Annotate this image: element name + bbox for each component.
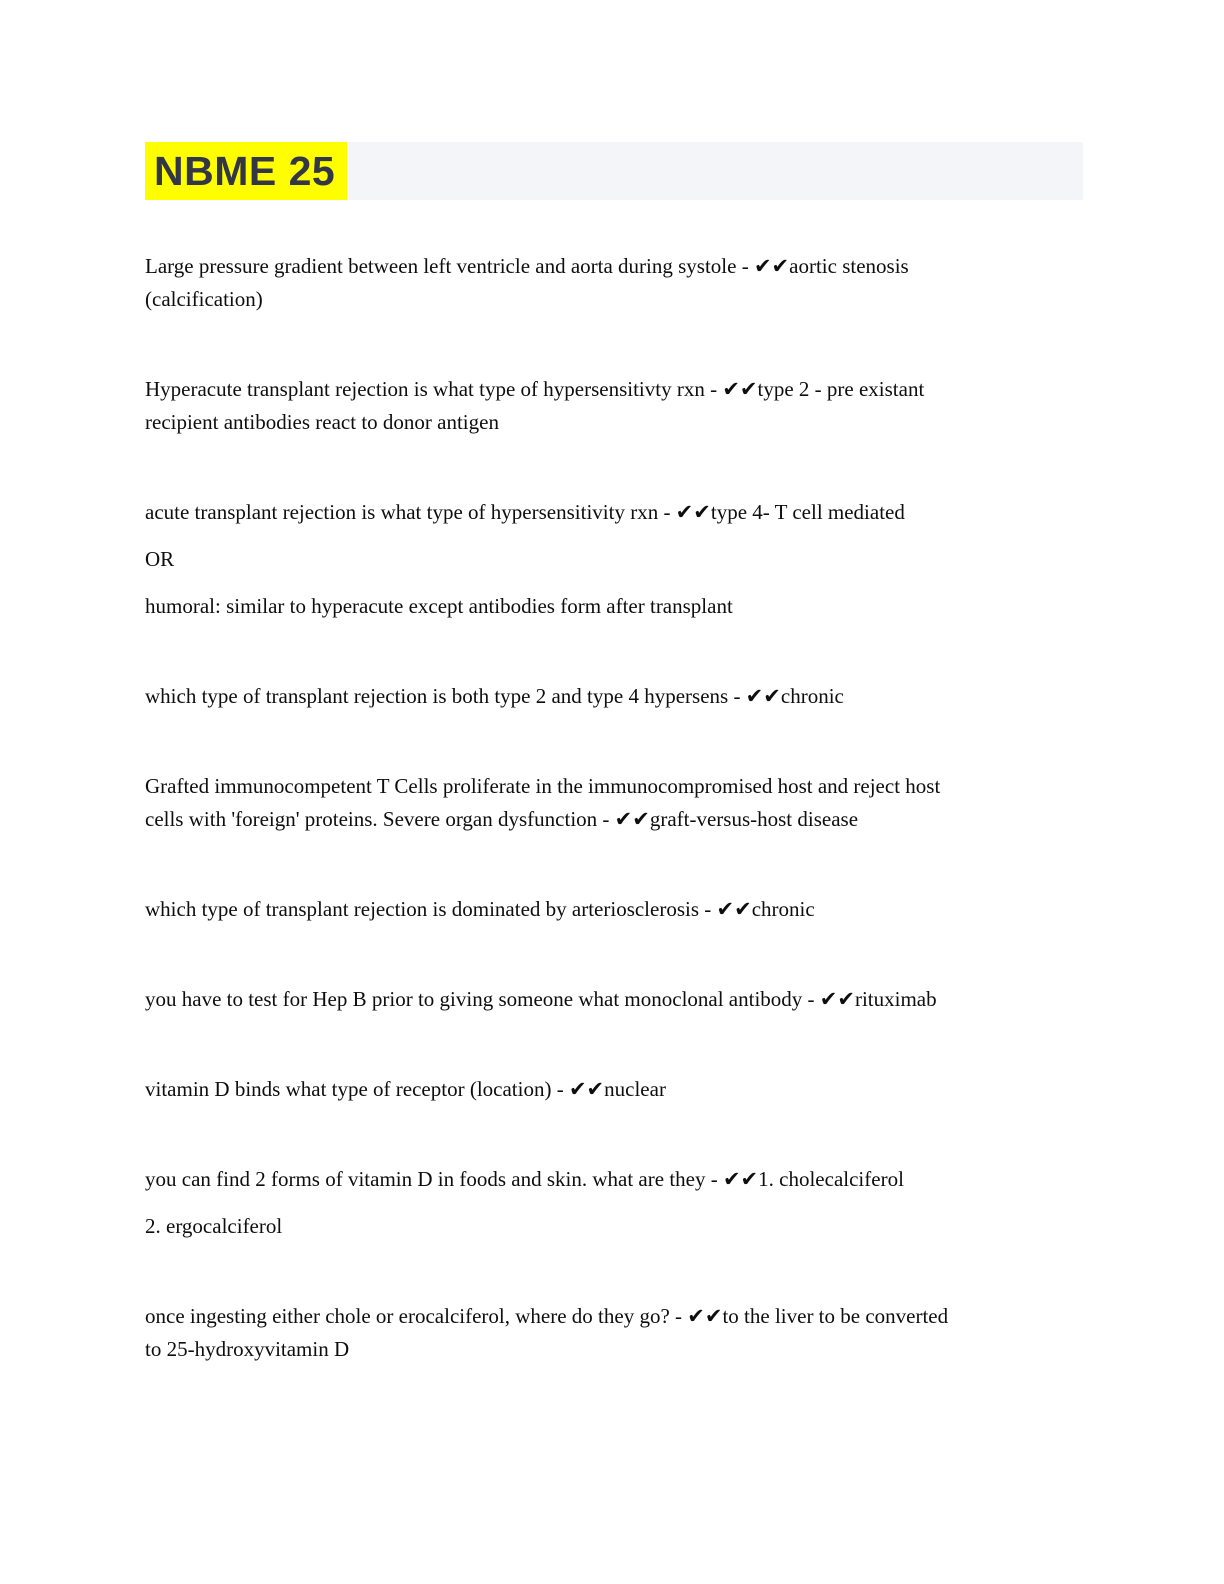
qa-paragraph	[145, 893, 1083, 926]
page-title: NBME 25	[145, 142, 347, 200]
qa-paragraph	[145, 373, 1083, 439]
text-line: Large pressure gradient between left ventricle and aorta during systole - ✔✔aortic stenosis	[145, 254, 909, 278]
qa-paragraph	[145, 496, 1083, 529]
text-line: acute transplant rejection is what type of hypersensitivity rxn - ✔✔type 4- T cell mediated	[145, 500, 905, 524]
qa-paragraph	[145, 680, 1083, 713]
text-line: 2. ergocalciferol	[145, 1214, 283, 1238]
qa-paragraph	[145, 1073, 1083, 1106]
qa-paragraph	[145, 983, 1083, 1016]
text-line: OR	[145, 547, 175, 571]
text-line: once ingesting either chole or erocalciferol, where do they go? - ✔✔to the liver to be converted	[145, 1304, 949, 1328]
text-line: you can find 2 forms of vitamin D in foods and skin. what are they - ✔✔1. cholecalciferol	[145, 1167, 904, 1191]
qa-paragraph	[145, 1163, 1083, 1196]
document-body	[145, 250, 1083, 1366]
text-line: to 25-hydroxyvitamin D	[145, 1337, 350, 1361]
text-line: vitamin D binds what type of receptor (location) - ✔✔nuclear	[145, 1077, 666, 1101]
qa-paragraph	[145, 590, 1083, 623]
text-line: you have to test for Hep B prior to giving someone what monoclonal antibody - ✔✔rituximab	[145, 987, 937, 1011]
text-line: cells with 'foreign' proteins. Severe organ dysfunction - ✔✔graft-versus-host disease	[145, 807, 859, 831]
text-line: which type of transplant rejection is both type 2 and type 4 hypersens - ✔✔chronic	[145, 684, 844, 708]
qa-paragraph	[145, 1300, 1083, 1366]
document-page	[145, 142, 1083, 1366]
text-line: Hyperacute transplant rejection is what type of hypersensitivty rxn - ✔✔type 2 - pre existant	[145, 377, 925, 401]
text-line: humoral: similar to hyperacute except antibodies form after transplant	[145, 594, 733, 618]
qa-paragraph	[145, 1210, 1083, 1243]
qa-paragraph	[145, 250, 1083, 316]
title-bar	[145, 142, 1083, 200]
text-line: (calcification)	[145, 287, 263, 311]
text-line: Grafted immunocompetent T Cells proliferate in the immunocompromised host and reject host	[145, 774, 941, 798]
qa-paragraph	[145, 770, 1083, 836]
text-line: recipient antibodies react to donor antigen	[145, 410, 499, 434]
text-line: which type of transplant rejection is dominated by arteriosclerosis - ✔✔chronic	[145, 897, 815, 921]
qa-paragraph	[145, 543, 1083, 576]
